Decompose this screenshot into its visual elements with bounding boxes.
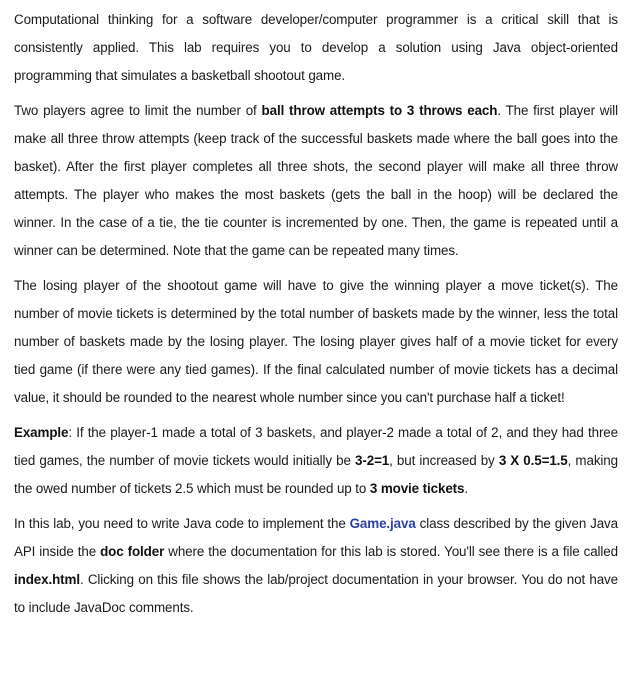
rules-text-2: . The first player will make all three throw attempts (keep track of the successful baskets made where the ball goes into the basket). After the first player completes all three shots, the second player will make all three throw attempts. The player who makes the most baskets (gets the ball in the hoop) will be declared the winner. In the case of a tie, the tie counter is incremented by one. Then, the game is repeated until a winner can be determined. Note that the game can be repeated many times. [14, 103, 618, 258]
instructions-text-3: where the documentation for this lab is stored. You'll see there is a file called [164, 544, 618, 559]
rules-text-1: Two players agree to limit the number of [14, 103, 262, 118]
game-java-filename: Game.java [349, 516, 416, 531]
lab-document [14, 6, 618, 629]
example-label: Example [14, 425, 69, 440]
example-text-2: , but increased by [389, 453, 499, 468]
doc-folder-emphasis: doc folder [100, 544, 165, 559]
tickets-paragraph [14, 272, 618, 412]
example-initial-calc: 3-2=1 [355, 453, 390, 468]
throw-limit-emphasis: ball throw attempts to 3 throws each [261, 103, 498, 118]
instructions-paragraph [14, 510, 618, 622]
intro-paragraph [14, 6, 618, 90]
index-html-filename: index.html [14, 572, 80, 587]
example-paragraph [14, 419, 618, 503]
example-result: 3 movie tickets [369, 481, 465, 496]
intro-text: Computational thinking for a software developer/computer programmer is a critical skill that is consistently applied. This lab requires you to develop a solution using Java object-oriented programming that simulates a basketball shootout game. [14, 12, 618, 83]
instructions-text-4: . Clicking on this file shows the lab/project documentation in your browser. You do not have to include JavaDoc comments. [14, 572, 618, 615]
example-text-4: . [464, 481, 469, 496]
rules-paragraph [14, 97, 618, 265]
example-tie-calc: 3 X 0.5=1.5 [498, 453, 568, 468]
instructions-text-1: In this lab, you need to write Java code to implement the [14, 516, 350, 531]
tickets-text: The losing player of the shootout game will have to give the winning player a move ticket(s). The number of movie tickets is determined by the total number of baskets made by the winner, less the total number of baskets made by the losing player. The losing player gives half of a movie ticket for every tied game (if there were any tied games). If the final calculated number of movie tickets has a decimal value, it should be rounded to the nearest whole number since you can't purchase half a ticket! [14, 278, 618, 405]
example-text-1: : If the player-1 made a total of 3 baskets, and player-2 made a total of 2, and they had three tied games, the number of movie tickets would initially be [14, 425, 618, 468]
example-text-3: , making the owed number of tickets 2.5 which must be rounded up to [14, 453, 618, 496]
instructions-text-2: class described by the given Java API inside the [14, 516, 618, 559]
